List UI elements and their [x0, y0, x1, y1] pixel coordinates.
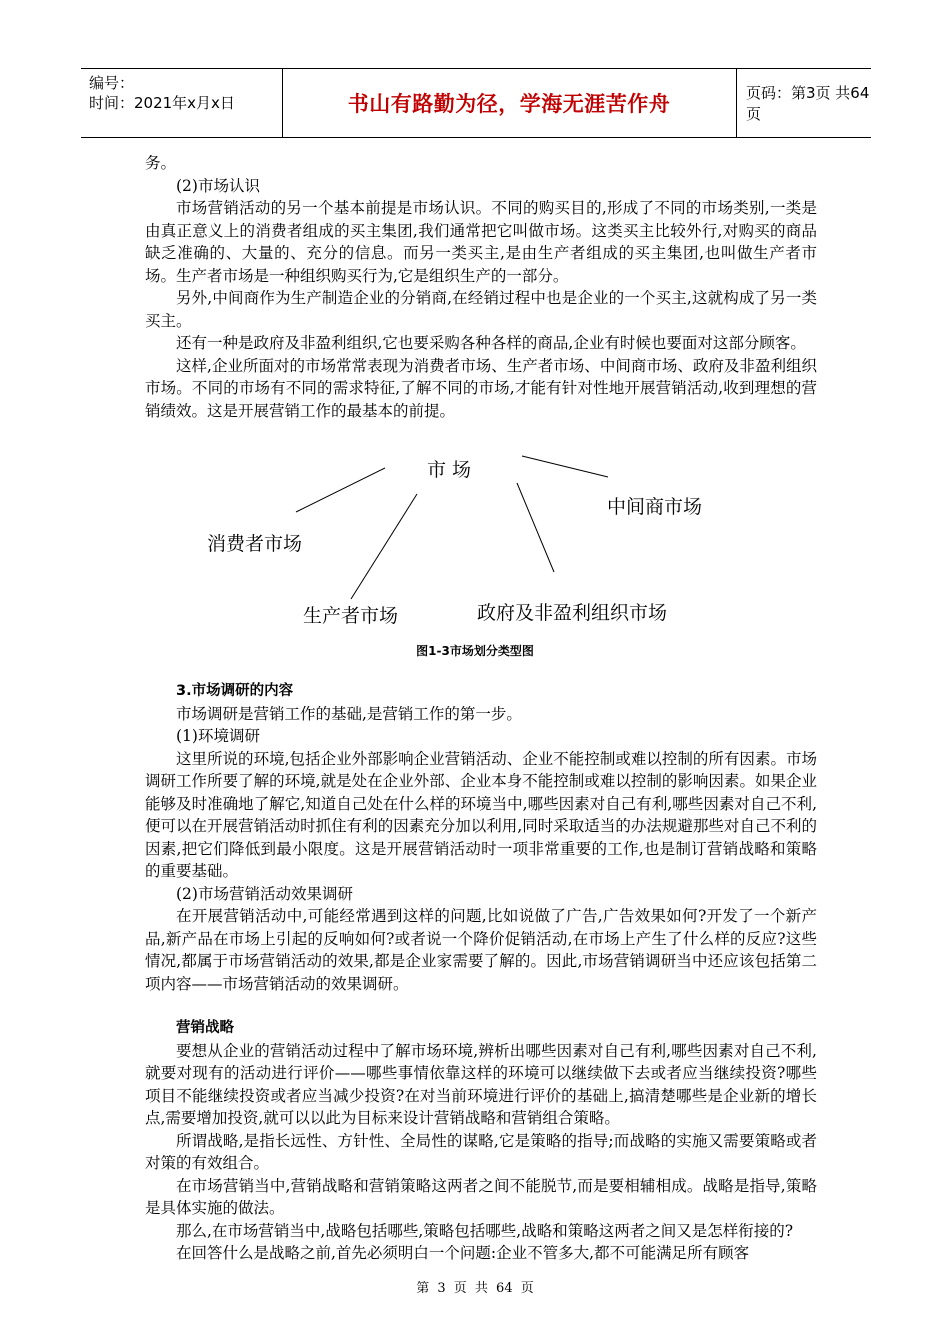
section-heading-strategy: 营销战略	[176, 1020, 234, 1036]
paragraph: 这样,企业所面对的市场常常表现为消费者市场、生产者市场、中间商市场、政府及非盈利组织市场。不同的市场有不同的需求特征,了解不同的市场,才能有针对性地开展营销活动,收到理想的营销绩效。这是开展营销工作的最基本的前提。	[145, 356, 817, 420]
header-page-info: 页码：第3页 共64页	[746, 84, 870, 123]
paragraph: 市场营销活动的另一个基本前提是市场认识。不同的购买目的,形成了不同的市场类别,一类是由真正意义上的消费者组成的买主集团,我们通常把它叫做市场。这类买主比较外行,对购买的商品缺乏准确的、大量的、充分的信息。而另一类买主,是由生产者组成的买主集团,也叫做生产者市场。生产者市场是一种组织购买行为,它是组织生产的一部分。	[145, 199, 817, 285]
connector-line	[517, 483, 554, 572]
node-producer-market: 生产者市场	[303, 605, 399, 627]
header-motto-cell	[282, 69, 737, 137]
connector-line	[296, 468, 385, 512]
figure-caption: 图1-3市场划分类型图	[416, 644, 534, 658]
body-text-top	[145, 152, 817, 422]
paragraph: 所谓战略,是指长远性、方针性、全局性的谋略,它是策略的指导;而战略的实施又需要策略或者对策的有效组合。	[145, 1131, 817, 1172]
paragraph: 在市场营销当中,营销战略和营销策略这两者之间不能脱节,而是要相辅相成。战略是指导,策略是具体实施的做法。	[145, 1176, 817, 1217]
node-middleman-market: 中间商市场	[607, 496, 703, 518]
page-footer: 第 3 页 共 64 页	[416, 1281, 534, 1296]
header-meta	[81, 69, 283, 137]
subheading-environment-research: (1)环境调研	[176, 727, 260, 745]
subheading-market-recognition: (2)市场认识	[176, 176, 260, 195]
paragraph: 这里所说的环境,包括企业外部影响企业营销活动、企业不能控制或难以控制的所有因素。市场调研工作所要了解的环境,就是处在企业外部、企业本身不能控制或难以控制的影响因素。如果企业能够及时准确地了解它,知道自己处在什么样的环境当中,哪些因素对自己有利,哪些因素对自己不利,便可以在开展营销活动时抓住有利的因素充分加以利用,同时采取适当的办法规避那些对自己不利的因素,把它们降低到最小限度。这是开展营销活动时一项非常重要的工作,也是制订营销战略和策略的重要基础。	[145, 749, 817, 880]
connector-line	[522, 456, 608, 477]
subheading-effect-research: (2)市场营销活动效果调研	[176, 884, 353, 903]
node-government-market: 政府及非盈利组织市场	[477, 602, 668, 624]
header-motto: 书山有路勤为径，学海无涯苦作舟	[347, 92, 671, 116]
paragraph: 要想从企业的营销活动过程中了解市场环境,辨析出哪些因素对自己有利,哪些因素对自己不利,就要对现有的活动进行评价——哪些事情依靠这样的环境可以继续做下去或者应当继续投资?哪些项目不能继续投资或者应当减少投资?在对当前环境进行评价的基础上,搞清楚哪些是企业新的增长点,需要增加投资,就可以以此为目标来设计营销战略和营销组合策略。	[145, 1041, 817, 1127]
node-consumer-market: 消费者市场	[207, 533, 303, 555]
paragraph: 还有一种是政府及非盈利组织,它也要采购各种各样的商品,企业有时候也要面对这部分顾客。	[176, 334, 806, 352]
paragraph: 另外,中间商作为生产制造企业的分销商,在经销过程中也是企业的一个买主,这就构成了另一类买主。	[145, 289, 817, 330]
market-type-diagram	[145, 440, 817, 640]
paragraph: 那么,在市场营销当中,战略包括哪些,策略包括哪些,战略和策略这两者之间又是怎样衔接的?	[176, 1221, 794, 1240]
section-heading: 3.市场调研的内容	[176, 683, 294, 699]
document-date: 时间：2021年x月x日	[89, 94, 235, 112]
paragraph: 在回答什么是战略之前,首先必须明白一个问题:企业不管多大,都不可能满足所有顾客	[176, 1244, 750, 1262]
body-text-middle	[145, 680, 817, 1265]
paragraph: 市场调研是营销工作的基础,是营销工作的第一步。	[176, 704, 522, 723]
node-market: 市 场	[427, 459, 472, 481]
page-header	[81, 68, 871, 138]
paragraph: 务。	[145, 154, 177, 172]
document-number-label: 编号：	[89, 74, 135, 92]
connector-line	[351, 494, 417, 599]
paragraph: 在开展营销活动中,可能经常遇到这样的问题,比如说做了广告,广告效果如何?开发了一个新产品,新产品在市场上引起的反响如何?或者说一个降价促销活动,在市场上产生了什么样的反应?这些情况,都属于市场营销活动的效果,都是企业家需要了解的。因此,市场营销调研当中还应该包括第二项内容——市场营销活动的效果调研。	[145, 907, 817, 993]
